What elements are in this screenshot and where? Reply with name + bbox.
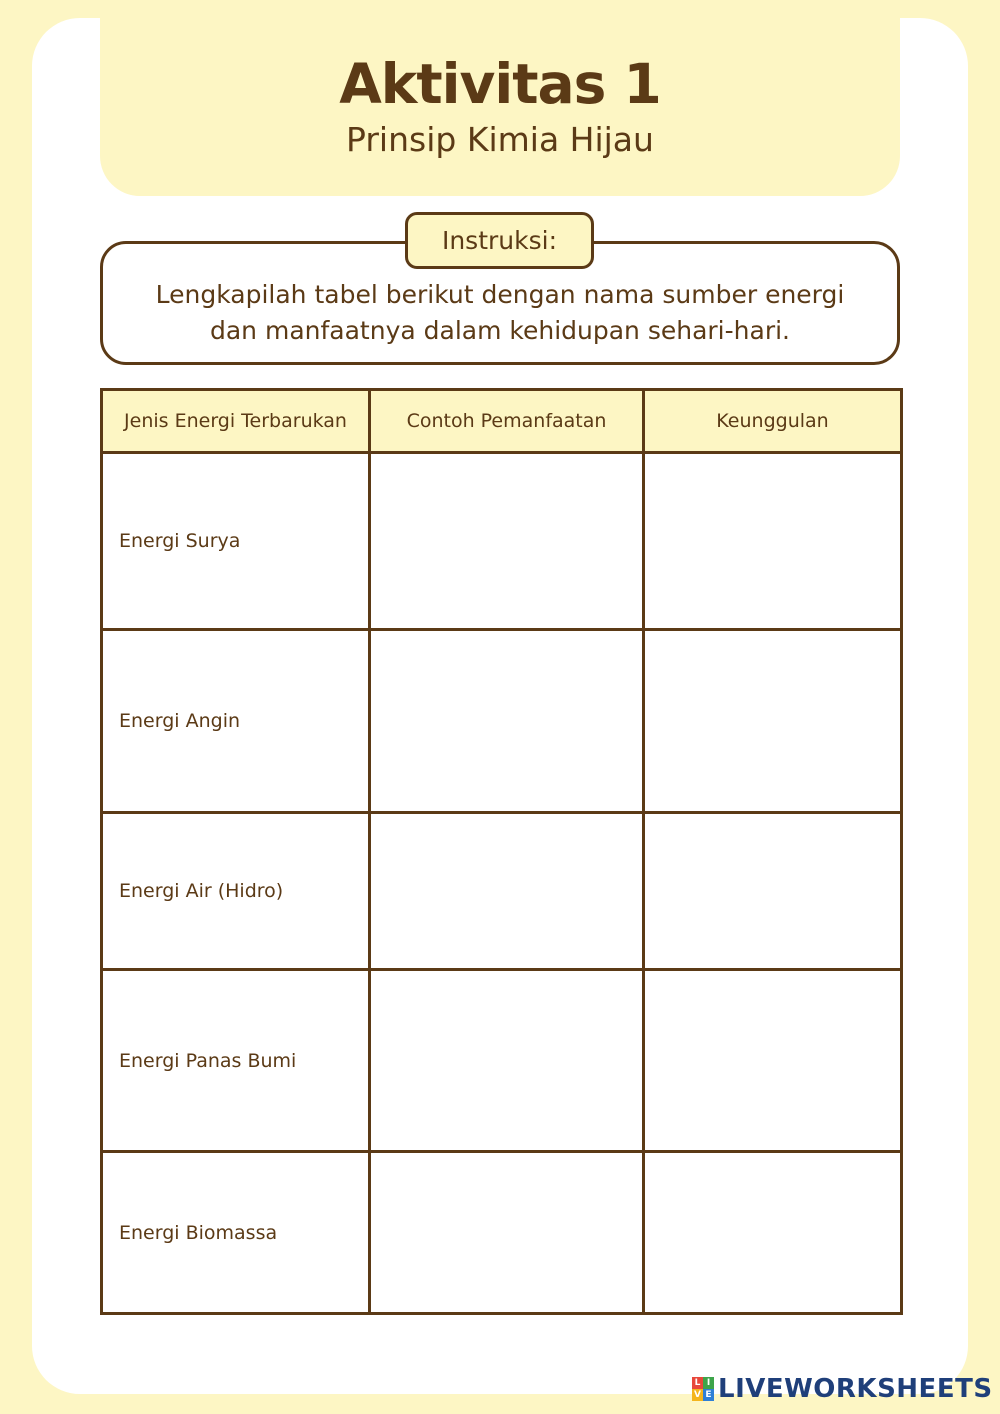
table-row [102, 1152, 902, 1314]
answer-cell-keunggulan[interactable] [644, 453, 902, 630]
liveworksheets-branding [692, 1374, 993, 1404]
logo-letter: L [692, 1377, 703, 1389]
answer-cell-contoh[interactable] [370, 453, 644, 630]
table-row [102, 813, 902, 970]
liveworksheets-logo-icon [692, 1377, 714, 1401]
answer-cell-contoh[interactable] [370, 1152, 644, 1314]
liveworksheets-wordmark: LIVEWORKSHEETS [718, 1374, 993, 1404]
table-row [102, 453, 902, 630]
energy-table [100, 388, 903, 1315]
answer-cell-keunggulan[interactable] [644, 630, 902, 813]
column-header-contoh: Contoh Pemanfaatan [370, 390, 644, 453]
answer-cell-contoh[interactable] [370, 970, 644, 1152]
answer-cell-keunggulan[interactable] [644, 813, 902, 970]
table-header-row [102, 390, 902, 453]
instructions-label: Instruksi: [405, 212, 594, 269]
column-header-keunggulan: Keunggulan [644, 390, 902, 453]
answer-cell-contoh[interactable] [370, 813, 644, 970]
row-label-energi-panas-bumi: Energi Panas Bumi [102, 970, 370, 1152]
instructions-text [103, 277, 897, 349]
answer-cell-keunggulan[interactable] [644, 970, 902, 1152]
instructions-line-1: Lengkapilah tabel berikut dengan nama sumber energi [155, 280, 845, 309]
row-label-energi-angin: Energi Angin [102, 630, 370, 813]
table-row [102, 970, 902, 1152]
row-label-energi-surya: Energi Surya [102, 453, 370, 630]
row-label-energi-air: Energi Air (Hidro) [102, 813, 370, 970]
row-label-energi-biomassa: Energi Biomassa [102, 1152, 370, 1314]
answer-cell-keunggulan[interactable] [644, 1152, 902, 1314]
logo-letter: V [692, 1389, 703, 1401]
logo-letter: I [703, 1377, 714, 1389]
page-title: Aktivitas 1 [339, 52, 661, 116]
page-subtitle: Prinsip Kimia Hijau [346, 120, 654, 159]
logo-letter: E [703, 1389, 714, 1401]
instructions-line-2: dan manfaatnya dalam kehidupan sehari-hari. [209, 316, 790, 345]
column-header-jenis: Jenis Energi Terbarukan [102, 390, 370, 453]
table-row [102, 630, 902, 813]
answer-cell-contoh[interactable] [370, 630, 644, 813]
